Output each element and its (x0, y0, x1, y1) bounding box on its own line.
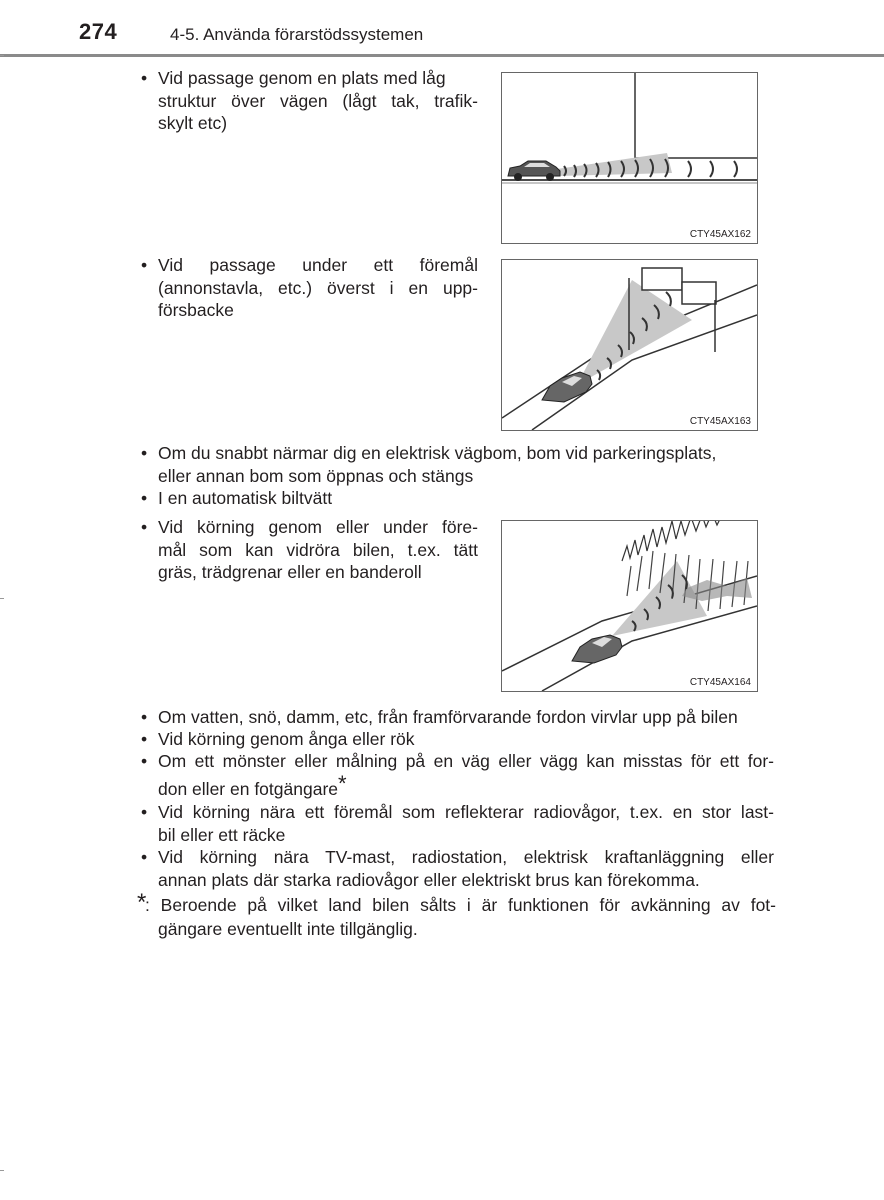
list-item-reflecting (141, 801, 774, 846)
list-item-low-structure (141, 67, 478, 135)
bullet-dot: • (141, 517, 148, 537)
figure-code: CTY45AX162 (689, 229, 751, 240)
figure-low-structure (501, 72, 758, 244)
list-item-line: mål som kan vidröra bilen, t.ex. tätt (158, 539, 478, 560)
low-ceiling-illustration (502, 73, 757, 243)
list-item-water-snow (141, 706, 774, 729)
list-item-billboard (141, 254, 478, 322)
header-rule (0, 54, 884, 57)
list-item-line: Om du snabbt närmar dig en elektrisk vägbom, bom vid parkeringsplats, (158, 443, 717, 463)
footnote-marker: * (137, 889, 147, 916)
list-item-barrier (141, 442, 774, 487)
margin-tick (0, 1170, 4, 1171)
margin-tick (0, 598, 4, 599)
list-item-line: I en automatisk biltvätt (158, 488, 333, 508)
list-item-line: annan plats där starka radiovågor eller elektriskt brus kan förekomma. (158, 869, 700, 890)
list-item-radio (141, 846, 774, 891)
page-number: 274 (79, 19, 118, 44)
list-item-line: Vid körning nära ett föremål som reflekterar radiovågor, t.ex. en stor last- (158, 802, 774, 822)
vegetation-illustration (502, 521, 757, 691)
list-item-car-wash (141, 487, 774, 510)
section-title: 4-5. Använda förarstödssystemen (170, 25, 424, 44)
list-item-pattern (141, 750, 774, 800)
figure-code: CTY45AX164 (689, 677, 751, 688)
bullet-dot: • (141, 729, 148, 749)
list-item-line: don eller en fotgängare* (158, 770, 347, 799)
page-header (0, 0, 884, 60)
figure-vegetation (501, 520, 758, 692)
billboard-illustration (502, 260, 757, 430)
bullet-dot: • (141, 255, 148, 275)
list-item-line: Om vatten, snö, damm, etc, från framförvarande fordon virvlar upp på bilen (158, 707, 738, 727)
list-item-line: gräs, trädgrenar eller en banderoll (158, 562, 422, 582)
list-item-line: Vid körning genom eller under före- (158, 517, 478, 537)
bullet-dot: • (141, 802, 148, 822)
footnote-line: gängare eventuellt inte tillgänglig. (158, 919, 418, 939)
figure-code: CTY45AX163 (689, 416, 751, 427)
figure-billboard (501, 259, 758, 431)
list-item-line: struktur över vägen (lågt tak, trafik- (158, 90, 478, 111)
list-item-line: (annonstavla, etc.) överst i en upp- (158, 277, 478, 298)
bullet-dot: • (141, 751, 148, 771)
list-item-steam (141, 728, 774, 751)
list-item-line: försbacke (158, 300, 234, 320)
list-item-line: Om ett mönster eller målning på en väg eller vägg kan misstas för ett for- (158, 751, 774, 771)
bullet-dot: • (141, 707, 148, 727)
footnote-line: : Beroende på vilket land bilen sålts i är funktionen för avkänning av fot- (145, 895, 776, 915)
list-item-line: eller annan bom som öppnas och stängs (158, 465, 474, 486)
bullet-dot: • (141, 443, 148, 463)
list-item-vegetation (141, 516, 478, 584)
list-item-line: Vid passage under ett föremål (158, 255, 478, 275)
footnote-marker: * (338, 770, 347, 796)
list-item-line: Vid körning genom ånga eller rök (158, 729, 415, 749)
bullet-dot: • (141, 488, 148, 508)
list-item-line: Vid körning nära TV-mast, radiostation, elektrisk kraftanläggning eller (158, 847, 774, 867)
margin-tick (0, 55, 4, 56)
bullet-dot: • (141, 68, 148, 88)
list-item-line: Vid passage genom en plats med låg (158, 68, 446, 88)
list-item-line: skylt etc) (158, 113, 228, 133)
bullet-dot: • (141, 847, 148, 867)
list-item-line: bil eller ett räcke (158, 824, 286, 845)
